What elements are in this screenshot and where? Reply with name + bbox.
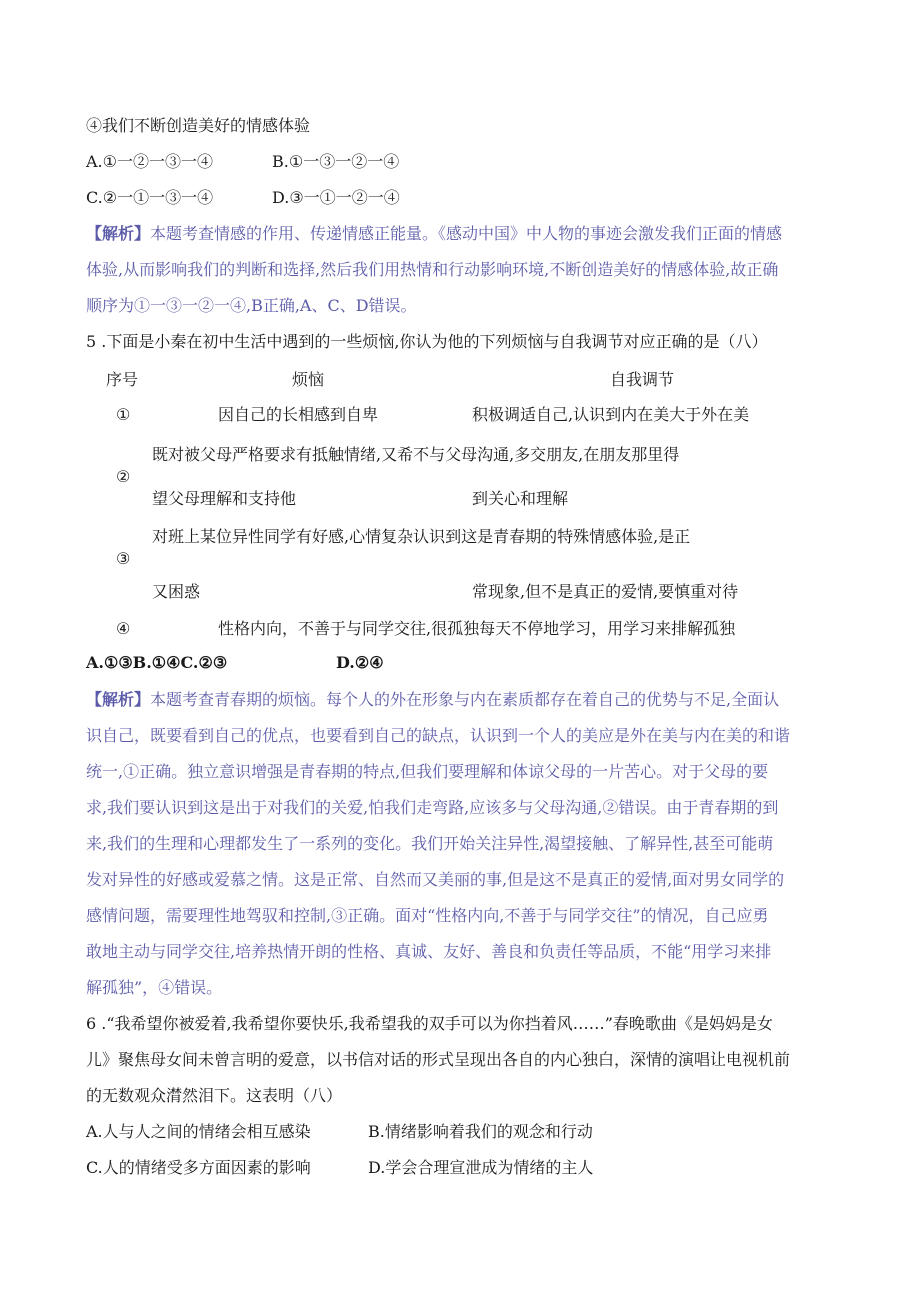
q5-analysis-line-3: 统一,①正确。独立意识增强是青春期的特点,但我们要理解和体谅父母的一片苦心。对于父母的要 <box>86 762 769 781</box>
q5-row-4-worry: 性格内向，不善于与同学交往,很孤独每天不停地学习，用学习来排解孤独 <box>218 619 736 638</box>
q4-analysis-line-1: 【解析】本题考查情感的作用、传递情感正能量。《感动中国》中人物的事迹会激发我们正面的情感 <box>86 224 783 243</box>
q5-row-3-worry-line-1: 对班上某位异性同学有好感,心情复杂认识到这是青春期的特殊情感体验,是正 <box>152 527 691 546</box>
q5-analysis-line-4: 求,我们要认识到这是出于对我们的关爱,怕我们走弯路,应该多与父母沟通,②错误。由于青春期的到 <box>86 798 779 817</box>
q5-analysis-line-7: 感情问题，需要理性地驾驭和控制,③正确。面对“性格内向,不善于与同学交往”的情况，自己应勇 <box>86 906 769 925</box>
q5-analysis-line-8: 敢地主动与同学交往,培养热情开朗的性格、真诚、友好、善良和负责任等品质，不能“用学习来排 <box>86 942 772 961</box>
q5-row-1-worry: 因自己的长相感到自卑 <box>218 405 379 424</box>
q4-analysis-line-2: 体验,从而影响我们的判断和选择,然后我们用热情和行动影响环境,不断创造美好的情感体验,故正确 <box>86 260 779 279</box>
q4-analysis-line-3: 顺序为①一③一②一④,B正确,A、C、D错误。 <box>86 296 417 315</box>
q5-row-4-no: ④ <box>116 619 131 638</box>
q5-row-3-no: ③ <box>116 549 131 568</box>
q6-option-d: D.学会合理宣泄成为情绪的主人 <box>368 1158 594 1177</box>
q5-analysis-tag: 【解析】 <box>86 690 151 709</box>
q5-table-header-adjust: 自我调节 <box>610 370 675 389</box>
q5-options-abc: A.①③B.①④C.②③ <box>86 653 228 672</box>
q5-row-2-adjust: 到关心和理解 <box>472 489 569 508</box>
q4-analysis-tag: 【解析】 <box>86 224 151 243</box>
q5-row-1-adjust: 积极调适自己,认识到内在美大于外在美 <box>472 405 750 424</box>
q5-table-header-no: 序号 <box>106 370 139 389</box>
q5-analysis-line-5: 来,我们的生理和心理都发生了一系列的变化。我们开始关注异性,渴望接触、了解异性,甚至可能萌 <box>86 834 774 853</box>
q6-option-c: C.人的情绪受多方面因素的影响 <box>86 1158 311 1177</box>
q5-row-2-worry-line-2: 望父母理解和支持他 <box>152 489 297 508</box>
q5-stem: 5 .下面是小秦在初中生活中遇到的一些烦恼,你认为他的下列烦恼与自我调节对应正确的是（八） <box>86 332 768 351</box>
q5-analysis-line-1: 【解析】本题考查青春期的烦恼。每个人的外在形象与内在素质都存在着自己的优势与不足,全面认 <box>86 690 780 709</box>
q5-table-header-worry: 烦恼 <box>292 370 325 389</box>
q5-analysis-line-2: 识自己，既要看到自己的优点，也要看到自己的缺点，认识到一个人的美应是外在美与内在美的和谐 <box>86 726 791 745</box>
q5-row-2-no: ② <box>116 467 131 486</box>
q6-stem-line-2: 儿》聚焦母女间未曾言明的爱意，以书信对话的形式呈现出各自的内心独白，深情的演唱让电视机前 <box>86 1050 791 1069</box>
q6-option-b: B.情绪影响着我们的观念和行动 <box>368 1122 593 1141</box>
q5-row-1-no: ① <box>116 405 131 424</box>
q6-stem-line-3: 的无数观众潸然泪下。这表明（八） <box>86 1086 343 1105</box>
q4-option-b: B.①一③一②一④ <box>272 152 400 171</box>
q5-row-3-worry-line-2: 又困惑 <box>152 582 201 601</box>
q4-option-d: D.③一①一②一④ <box>272 188 400 207</box>
q5-option-d: D.②④ <box>336 653 384 672</box>
q6-option-a: A.人与人之间的情绪会相互感染 <box>86 1122 311 1141</box>
q4-option-c: C.②一①一③一④ <box>86 188 214 207</box>
q4-option-a: A.①一②一③一④ <box>86 152 213 171</box>
q5-analysis-line-6: 发对异性的好感或爱慕之情。这是正常、自然而又美丽的事,但是这不是真正的爱情,面对男女同学的 <box>86 870 785 889</box>
q4-item-4: ④我们不断创造美好的情感体验 <box>86 116 311 135</box>
q6-stem-line-1: 6 .“我希望你被爱着,我希望你要快乐,我希望我的双手可以为你挡着风……”春晚歌曲《是妈妈是女 <box>86 1014 773 1033</box>
q5-row-2-worry-line-1: 既对被父母严格要求有抵触情绪,又希不与父母沟通,多交朋友,在朋友那里得 <box>152 445 680 464</box>
q5-analysis-line-9: 解孤独”，④错误。 <box>86 978 223 997</box>
q5-row-3-adjust: 常现象,但不是真正的爱情,要慎重对待 <box>472 582 739 601</box>
